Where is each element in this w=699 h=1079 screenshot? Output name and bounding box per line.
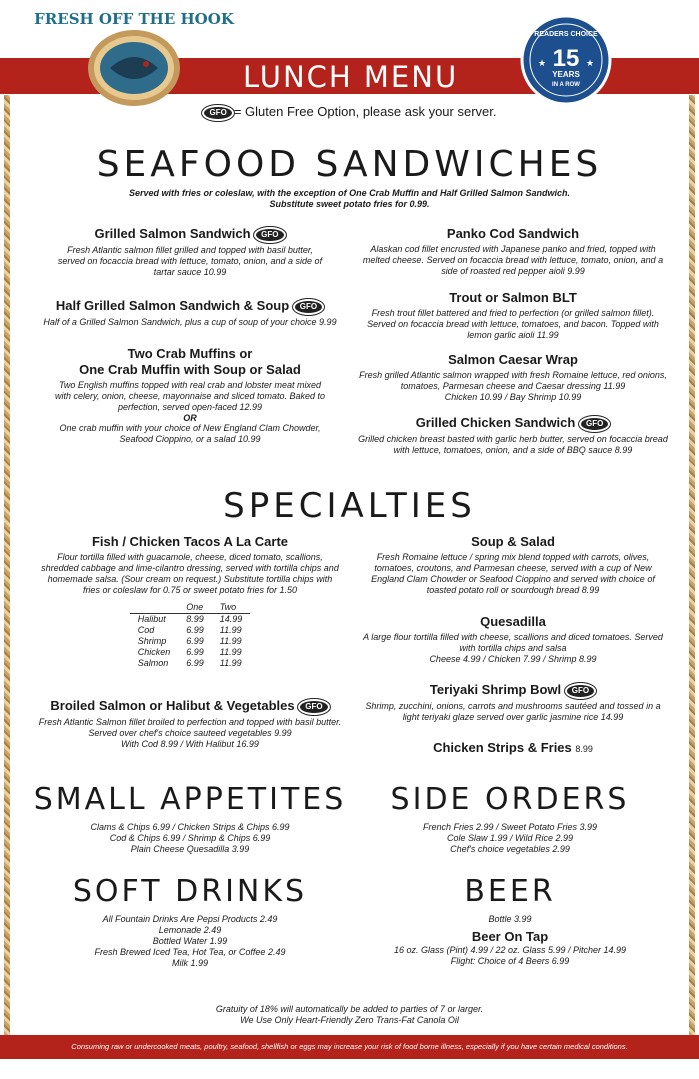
list-item: Cod & Chips 6.99 / Shrimp & Chips 6.99: [109, 833, 271, 843]
badge-line2: IN A ROW: [552, 82, 580, 88]
beer-list: [350, 914, 670, 967]
table-cell: 6.99: [186, 625, 204, 635]
table-cell: 11.99: [219, 658, 242, 668]
list-item: Plain Cheese Quesadilla 3.99: [130, 844, 250, 854]
gfo-icon: GFO: [298, 699, 329, 715]
tacos-price-table: [130, 602, 251, 669]
list-item: Lemonade 2.49: [158, 925, 222, 935]
table-cell: 14.99: [219, 614, 243, 624]
list-item: Fresh Brewed Iced Tea, Hot Tea, or Coffee 2.49: [94, 947, 286, 957]
list-item: Cole Slaw 1.99 / Wild Rice 2.99: [447, 833, 573, 843]
item-title: Fish / Chicken Tacos A La Carte: [91, 534, 288, 549]
item-title: Panko Cod Sandwich: [446, 226, 580, 241]
item-description: Shrimp, zucchini, onions, carrots and mushrooms sautéed and tossed in a light teriyaki glaze served over garlic jasmine rice 14.99: [365, 700, 661, 722]
badge-number: 15: [552, 45, 580, 72]
table-row: [130, 636, 251, 647]
section-heading-specialties: SPECIALTIES: [223, 486, 476, 526]
gratuity-note: [0, 1004, 699, 1026]
sandwiches-note-2: Substitute sweet potato fries for 0.99.: [269, 199, 430, 209]
item-price: 8.99: [575, 744, 593, 754]
specialty-item-broiled: [38, 698, 342, 750]
item-description: Fresh Romaine lettuce / spring mix blend topped with carrots, olives, tomatoes, croutons, and Parmesan cheese, served with a cup of New England Clam Chowder or Seafood Cioppino and served with choice of toasted potato roll or sourdough bread 8.99: [371, 552, 655, 595]
item-description: Flour tortilla filled with guacamole, cheese, diced tomato, scallions, shredded cabbage and lime-cilantro dressing, served with tortilla chips and homemade salsa. (Sour cream on request.) Substitute tortilla chips with fries or coleslaw for 0.75 or sweet potato fries for 1.50: [41, 552, 339, 595]
item-description-2: Chicken 10.99 / Bay Shrimp 10.99: [444, 392, 582, 402]
item-description: Two English muffins topped with real crab and lobster meat mixed with celery, onion, cheese, mayonnaise and sliced tomato. Baked to perfection, served open-faced 12.99: [55, 380, 325, 412]
item-title: Trout or Salmon BLT: [449, 290, 577, 305]
badge-line1: YEARS: [552, 70, 580, 79]
star-icon: ★: [586, 58, 595, 68]
table-cell: 11.99: [219, 647, 242, 657]
section-heading-small-appetites: SMALL APPETITES: [33, 782, 347, 817]
item-title: Soup & Salad: [471, 534, 555, 549]
item-title: Half Grilled Salmon Sandwich & Soup: [55, 298, 290, 313]
table-cell: 6.99: [186, 647, 204, 657]
gluten-free-legend: [0, 104, 699, 121]
sandwich-item-grilled-chicken: [358, 415, 668, 456]
sandwich-item-caesar-wrap: [358, 352, 668, 403]
beer-on-tap-title: Beer On Tap: [471, 929, 549, 944]
legend-text: = Gluten Free Option, please ask your server.: [233, 104, 497, 119]
sandwich-item-trout-blt: [358, 290, 668, 341]
soft-drinks-list: [30, 914, 350, 969]
list-item: French Fries 2.99 / Sweet Potato Fries 3.99: [422, 822, 598, 832]
list-item: Bottle 3.99: [488, 914, 532, 924]
item-description: Fresh trout fillet battered and fried to perfection (or grilled salmon fillet). Served on focaccia bread with lettuce, tomatoes, and bacon. Topped with lemon garlic aioli 11.99: [367, 308, 659, 340]
table-header: Two: [212, 602, 251, 614]
rope-border-left: [4, 95, 10, 1035]
sandwich-item-half-salmon: [38, 298, 342, 328]
table-row: [130, 658, 251, 669]
or-divider: OR: [183, 413, 197, 423]
readers-choice-badge: [520, 14, 612, 106]
table-cell: 11.99: [219, 636, 242, 646]
gfo-icon: GFO: [254, 227, 285, 243]
item-title: Grilled Chicken Sandwich: [415, 415, 576, 430]
table-header: One: [178, 602, 212, 614]
sandwich-item-crab-muffins: [38, 346, 342, 445]
item-title: Grilled Salmon Sandwich: [94, 226, 251, 241]
sandwich-item-grilled-salmon: [38, 226, 342, 278]
list-item: All Fountain Drinks Are Pepsi Products 2.49: [102, 914, 278, 924]
page-title: LUNCH MENU: [243, 60, 459, 94]
table-row: [130, 647, 251, 658]
item-description: Fresh Atlantic salmon fillet grilled and topped with basil butter, served on focaccia bread with lettuce, tomato, onion, and a side of tartar sauce 10.99: [57, 244, 323, 277]
table-header: [130, 602, 179, 614]
list-item: 16 oz. Glass (Pint) 4.99 / 22 oz. Glass 5.99 / Pitcher 14.99: [393, 945, 627, 955]
section-heading-side-orders: SIDE ORDERS: [390, 782, 630, 817]
list-item: Clams & Chips 6.99 / Chicken Strips & Chips 6.99: [90, 822, 290, 832]
item-description: Half of a Grilled Salmon Sandwich, plus a cup of soup of your choice 9.99: [43, 316, 337, 327]
item-title: Two Crab Muffins or: [127, 346, 253, 361]
item-description: Fresh Atlantic Salmon fillet broiled to perfection and topped with basil butter. Served over chef's choice sauteed vegetables 9.99: [38, 716, 342, 738]
specialty-item-chicken-strips: [358, 740, 668, 757]
item-description: Alaskan cod fillet encrusted with Japanese panko and fried, topped with melted cheese. Served on focaccia bread with lettuce, tomato, onion, and a side of roasted red pepper aioli 9.99: [362, 244, 664, 276]
item-title: Broiled Salmon or Halibut & Vegetables: [50, 698, 295, 713]
specialty-item-soup-salad: [358, 534, 668, 596]
gfo-icon: GFO: [202, 105, 233, 121]
footer-line: Gratuity of 18% will automatically be added to parties of 7 or larger.: [215, 1004, 484, 1014]
table-cell: 6.99: [186, 658, 204, 668]
list-item: Bottled Water 1.99: [152, 936, 228, 946]
table-cell: Salmon: [137, 658, 169, 668]
gfo-icon: GFO: [565, 683, 596, 699]
list-item: Flight: Choice of 4 Beers 6.99: [450, 956, 570, 966]
item-title: Teriyaki Shrimp Bowl: [429, 682, 562, 697]
list-item: Milk 1.99: [171, 958, 208, 968]
item-description-2: With Cod 8.99 / With Halibut 16.99: [121, 738, 259, 749]
list-item: Chef's choice vegetables 2.99: [450, 844, 570, 854]
table-cell: 6.99: [186, 636, 204, 646]
table-cell: 11.99: [219, 625, 242, 635]
restaurant-logo: [34, 2, 234, 110]
gfo-icon: GFO: [293, 299, 324, 315]
item-description-2: Cheese 4.99 / Chicken 7.99 / Shrimp 8.99: [429, 654, 597, 664]
side-orders-list: [350, 822, 670, 855]
sandwich-item-panko-cod: [358, 226, 668, 277]
specialty-item-tacos: [38, 534, 342, 669]
specialty-item-teriyaki: [358, 682, 668, 723]
item-title: Salmon Caesar Wrap: [448, 352, 578, 367]
specialty-item-quesadilla: [358, 614, 668, 665]
gfo-icon: GFO: [579, 416, 610, 432]
table-cell: Shrimp: [137, 636, 167, 646]
item-title-2: One Crab Muffin with Soup or Salad: [79, 362, 301, 377]
table-cell: Halibut: [137, 614, 166, 624]
item-title: Chicken Strips & Fries: [433, 740, 572, 755]
table-cell: 8.99: [186, 614, 204, 624]
item-description-2: One crab muffin with your choice of New England Clam Chowder, Seafood Cioppino, or a salad 10.99: [59, 423, 321, 444]
badge-top: READERS CHOICE: [534, 31, 598, 38]
logo-text: FRESH OFF THE HOOK: [34, 10, 234, 28]
item-description: A large flour tortilla filled with cheese, scallions and diced tomatoes. Served with tortilla chips and salsa: [363, 632, 663, 653]
food-safety-warning: Consuming raw or undercooked meats, poultry, seafood, shellfish or eggs may increase your risk of food borne illness, especially if you have certain medical conditions.: [0, 1035, 699, 1059]
item-description: Grilled chicken breast basted with garlic herb butter, served on focaccia bread with lettuce, tomatoes, onion, and a side of BBQ sauce 8.99: [358, 433, 668, 455]
rope-border-right: [689, 95, 695, 1035]
table-cell: Cod: [137, 625, 155, 635]
table-cell: Chicken: [137, 647, 171, 657]
small-appetites-list: [30, 822, 350, 855]
item-title: Quesadilla: [480, 614, 546, 629]
sandwiches-note-1: Served with fries or coleslaw, with the exception of One Crab Muffin and Half Grilled Salmon Sandwich.: [128, 188, 571, 198]
table-row: [130, 614, 251, 626]
item-description: Fresh grilled Atlantic salmon wrapped with fresh Romaine lettuce, red onions, tomatoes, Parmesan cheese and Caesar dressing 11.99: [359, 370, 667, 391]
section-heading-sandwiches: SEAFOOD SANDWICHES: [96, 144, 603, 185]
section-heading-beer: BEER: [464, 874, 556, 909]
section-heading-soft-drinks: SOFT DRINKS: [72, 874, 308, 909]
table-row: [130, 625, 251, 636]
footer-line: We Use Only Heart-Friendly Zero Trans-Fat Canola Oil: [240, 1015, 459, 1025]
star-icon: ★: [538, 58, 547, 68]
